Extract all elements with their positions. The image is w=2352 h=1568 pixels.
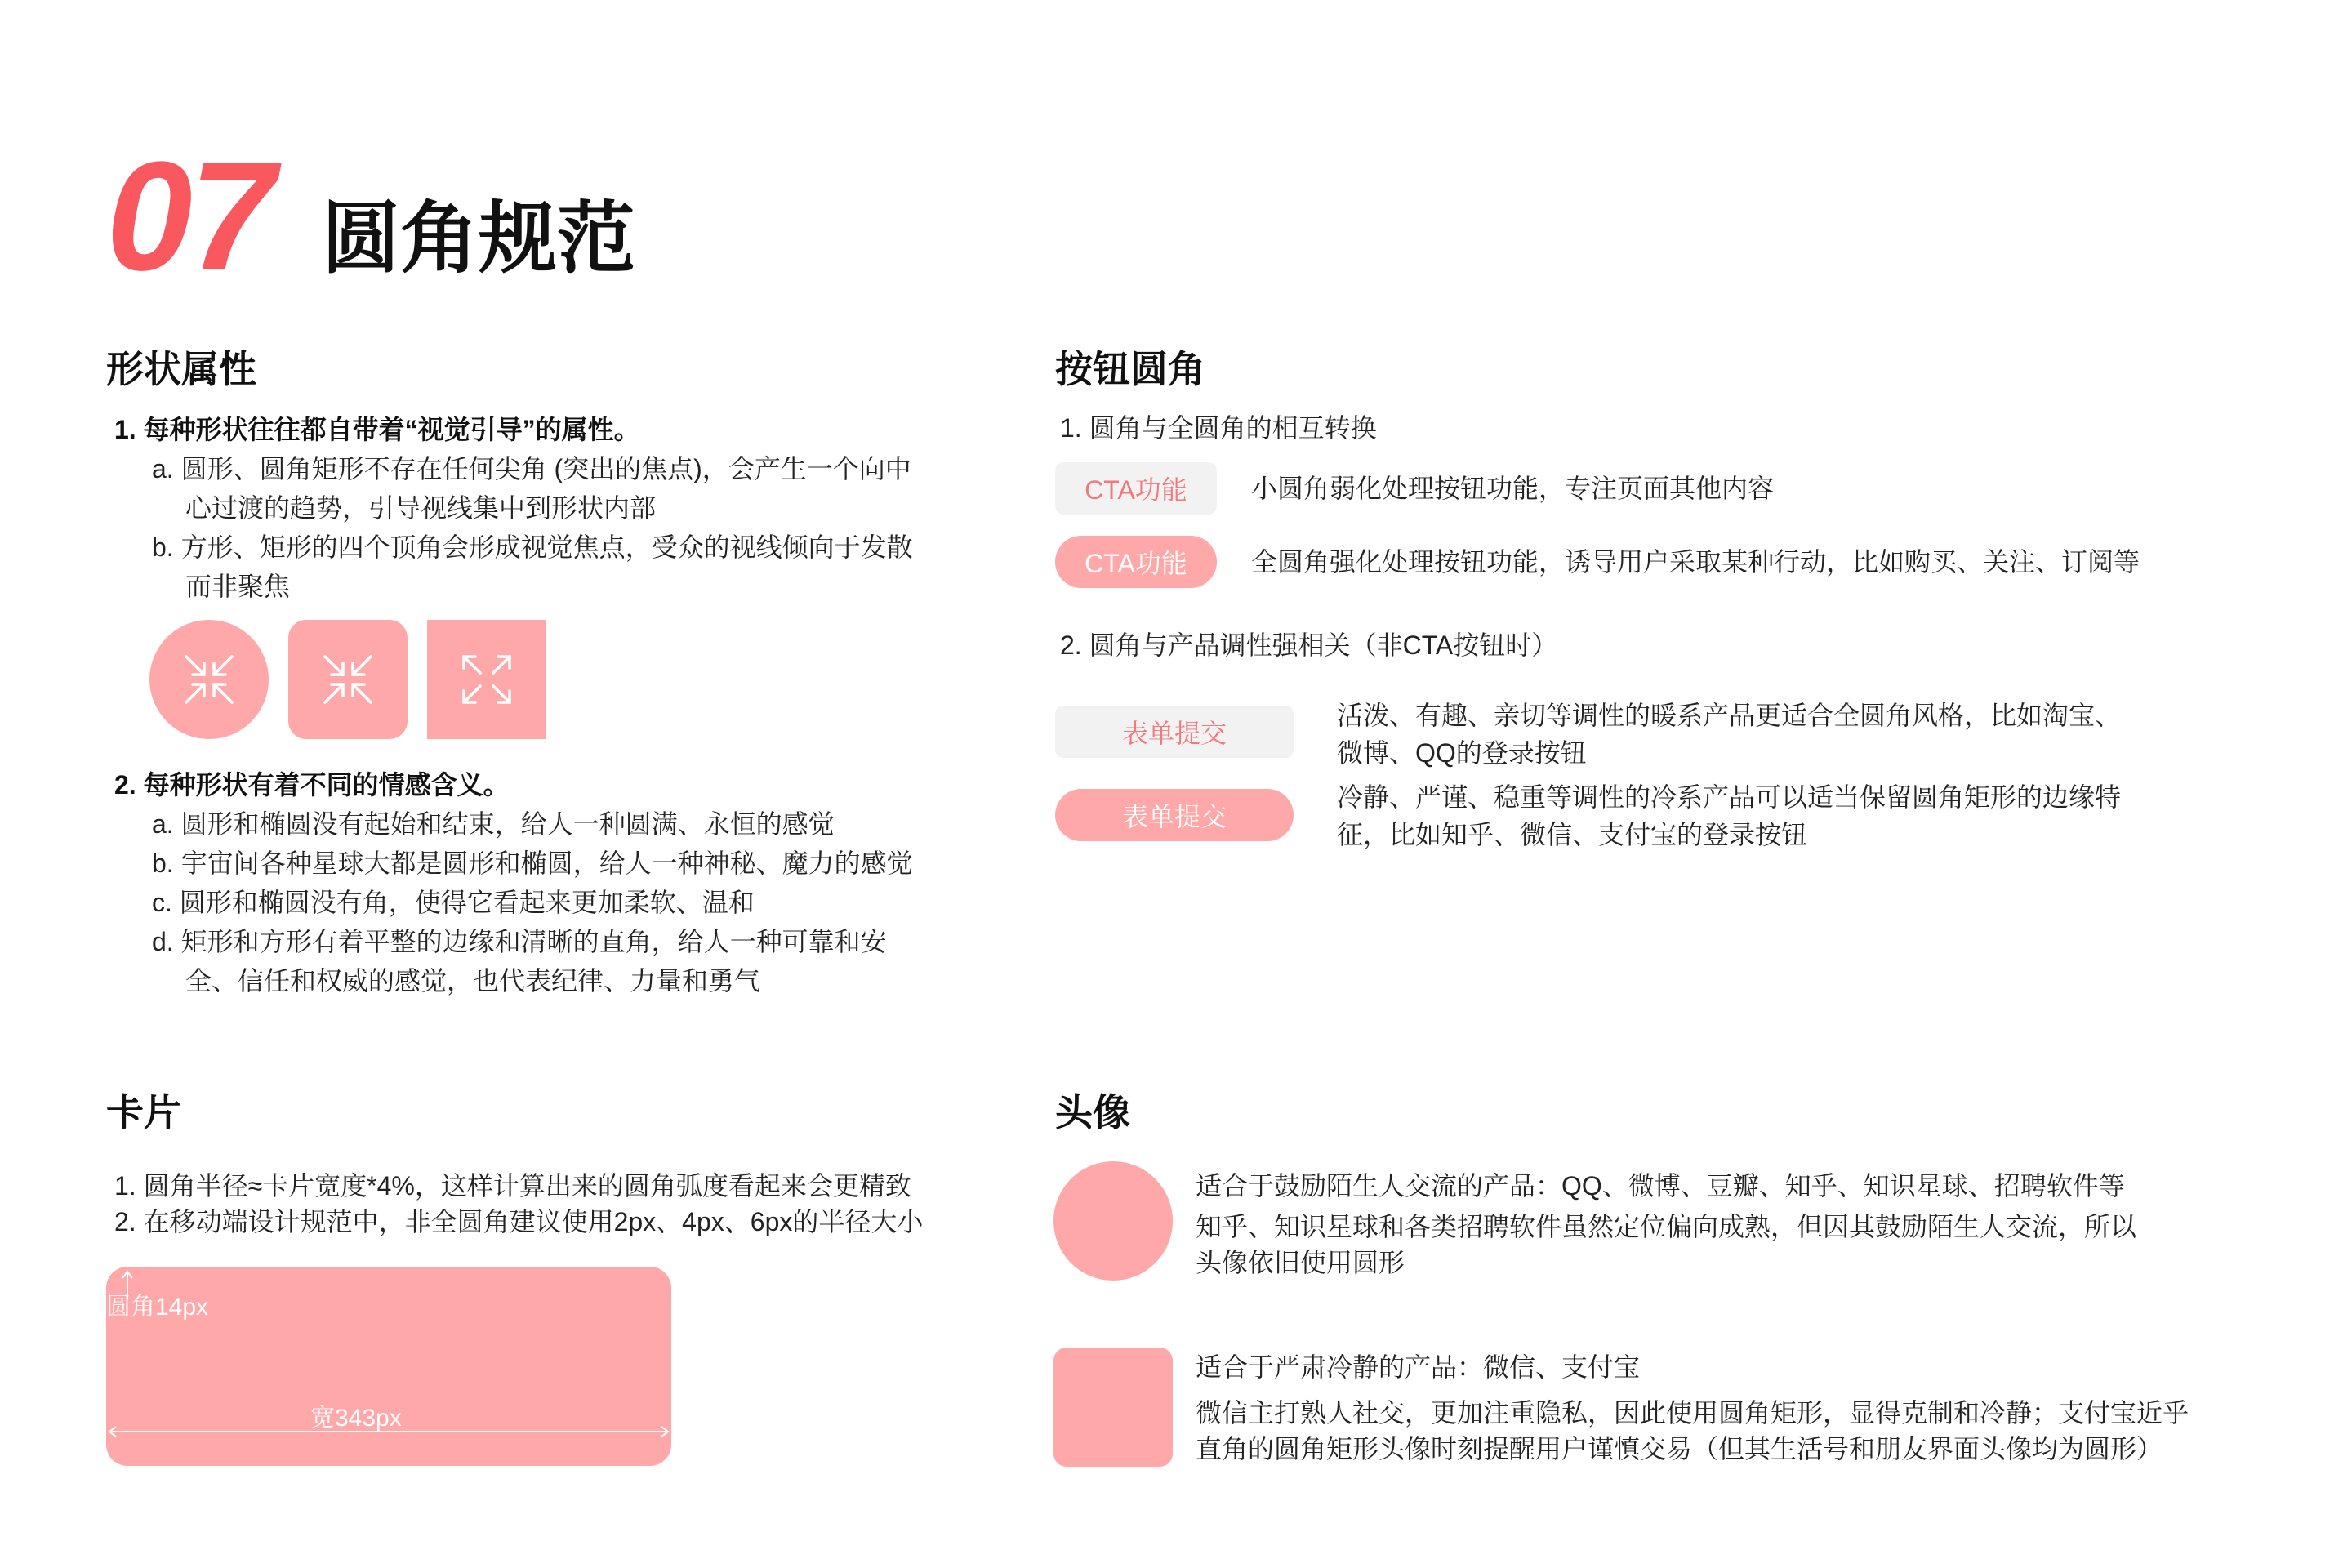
- button-item-2: 2. 圆角与产品调性强相关（非CTA按钮时）: [1060, 630, 1558, 660]
- avatar-circle-desc-line2: 头像依旧使用圆形: [1196, 1248, 1405, 1277]
- square-shape-example: [427, 620, 546, 739]
- cta-small-radius-desc: 小圆角弱化处理按钮功能，专注页面其他内容: [1251, 474, 1775, 503]
- card-section-heading: 卡片: [106, 1091, 181, 1134]
- cta-full-radius-desc: 全圆角强化处理按钮功能，诱导用户采取某种行动，比如购买、关注、订阅等: [1251, 547, 2140, 577]
- cta-full-radius-button[interactable]: CTA功能: [1055, 536, 1217, 588]
- form-warm-desc-line1: 活泼、有趣、亲切等调性的暖系产品更适合全圆角风格，比如淘宝、: [1337, 701, 2122, 730]
- shape-item-2d-line2: 全、信任和权威的感觉，也代表纪律、力量和勇气: [185, 966, 761, 996]
- shape-item-1b-line2: 而非聚焦: [185, 572, 291, 601]
- form-submit-small-radius-button[interactable]: 表单提交: [1055, 706, 1294, 758]
- shape-item-2a: a. 圆形和椭圆没有起始和结束，给人一种圆满、永恒的感觉: [152, 809, 835, 839]
- arrows-inward-icon: [322, 653, 374, 706]
- form-cool-desc-line2: 征，比如知乎、微信、支付宝的登录按钮: [1337, 820, 1808, 849]
- button-section-heading: 按钮圆角: [1055, 348, 1205, 390]
- card-item-2: 2. 在移动端设计规范中，非全圆角建议使用2px、4px、6px的半径大小: [114, 1207, 924, 1236]
- circle-shape-example: [149, 620, 269, 739]
- shape-item-2b: b. 宇宙间各种星球大都是圆形和椭圆，给人一种神秘、魔力的感觉: [152, 849, 913, 878]
- arrows-inward-icon: [183, 653, 235, 706]
- avatar-square-desc-line2: 直角的圆角矩形头像时刻提醒用户谨慎交易（但其生活号和朋友界面头像均为圆形）: [1196, 1434, 2163, 1463]
- avatar-rounded-rect-example: [1054, 1348, 1173, 1467]
- avatar-circle-desc-line1: 知乎、知识星球和各类招聘软件虽然定位偏向成熟，但因其鼓励陌生人交流，所以: [1196, 1212, 2137, 1241]
- shape-item-2c: c. 圆形和椭圆没有角，使得它看起来更加柔软、温和: [152, 888, 755, 917]
- shape-item-1-title: 1. 每种形状往往都自带着“视觉引导”的属性。: [114, 415, 640, 444]
- shape-item-1a-line2: 心过渡的趋势，引导视线集中到形状内部: [185, 493, 657, 523]
- shape-item-2-title: 2. 每种形状有着不同的情感含义。: [114, 770, 510, 800]
- shape-item-1b-line1: b. 方形、矩形的四个顶角会形成视觉焦点，受众的视线倾向于发散: [152, 532, 913, 562]
- avatar-section-heading: 头像: [1055, 1091, 1130, 1134]
- form-cool-desc-line1: 冷静、严谨、稳重等调性的冷系产品可以适当保留圆角矩形的边缘特: [1337, 782, 2122, 812]
- avatar-square-desc-line1: 微信主打熟人社交，更加注重隐私，因此使用圆角矩形，显得克制和冷静；支付宝近乎: [1196, 1398, 2189, 1428]
- form-submit-full-radius-button[interactable]: 表单提交: [1055, 789, 1294, 841]
- card-radius-label: 圆角14px: [106, 1294, 209, 1321]
- card-example: [106, 1267, 671, 1466]
- card-item-1: 1. 圆角半径≈卡片宽度*4%，这样计算出来的圆角弧度看起来会更精致: [114, 1171, 911, 1200]
- avatar-square-title: 适合于严肃冷静的产品：微信、支付宝: [1196, 1352, 1641, 1382]
- form-warm-desc-line2: 微博、QQ的登录按钮: [1337, 738, 1587, 768]
- avatar-circle-title: 适合于鼓励陌生人交流的产品：QQ、微博、豆瓣、知乎、知识星球、招聘软件等: [1196, 1171, 2125, 1200]
- shape-item-1a-line1: a. 圆形、圆角矩形不存在任何尖角 (突出的焦点)，会产生一个向中: [152, 454, 911, 483]
- arrows-outward-icon: [461, 653, 513, 706]
- card-width-label: 宽343px: [310, 1405, 402, 1432]
- page-title: 圆角规范: [322, 195, 635, 283]
- button-item-1: 1. 圆角与全圆角的相互转换: [1060, 413, 1377, 443]
- rounded-rect-shape-example: [288, 620, 408, 739]
- shape-section-heading: 形状属性: [106, 348, 256, 390]
- avatar-circle-example: [1054, 1161, 1173, 1281]
- shape-item-2d-line1: d. 矩形和方形有着平整的边缘和清晰的直角，给人一种可靠和安: [152, 927, 887, 956]
- section-number: 07: [106, 130, 273, 303]
- cta-small-radius-button[interactable]: CTA功能: [1055, 462, 1217, 514]
